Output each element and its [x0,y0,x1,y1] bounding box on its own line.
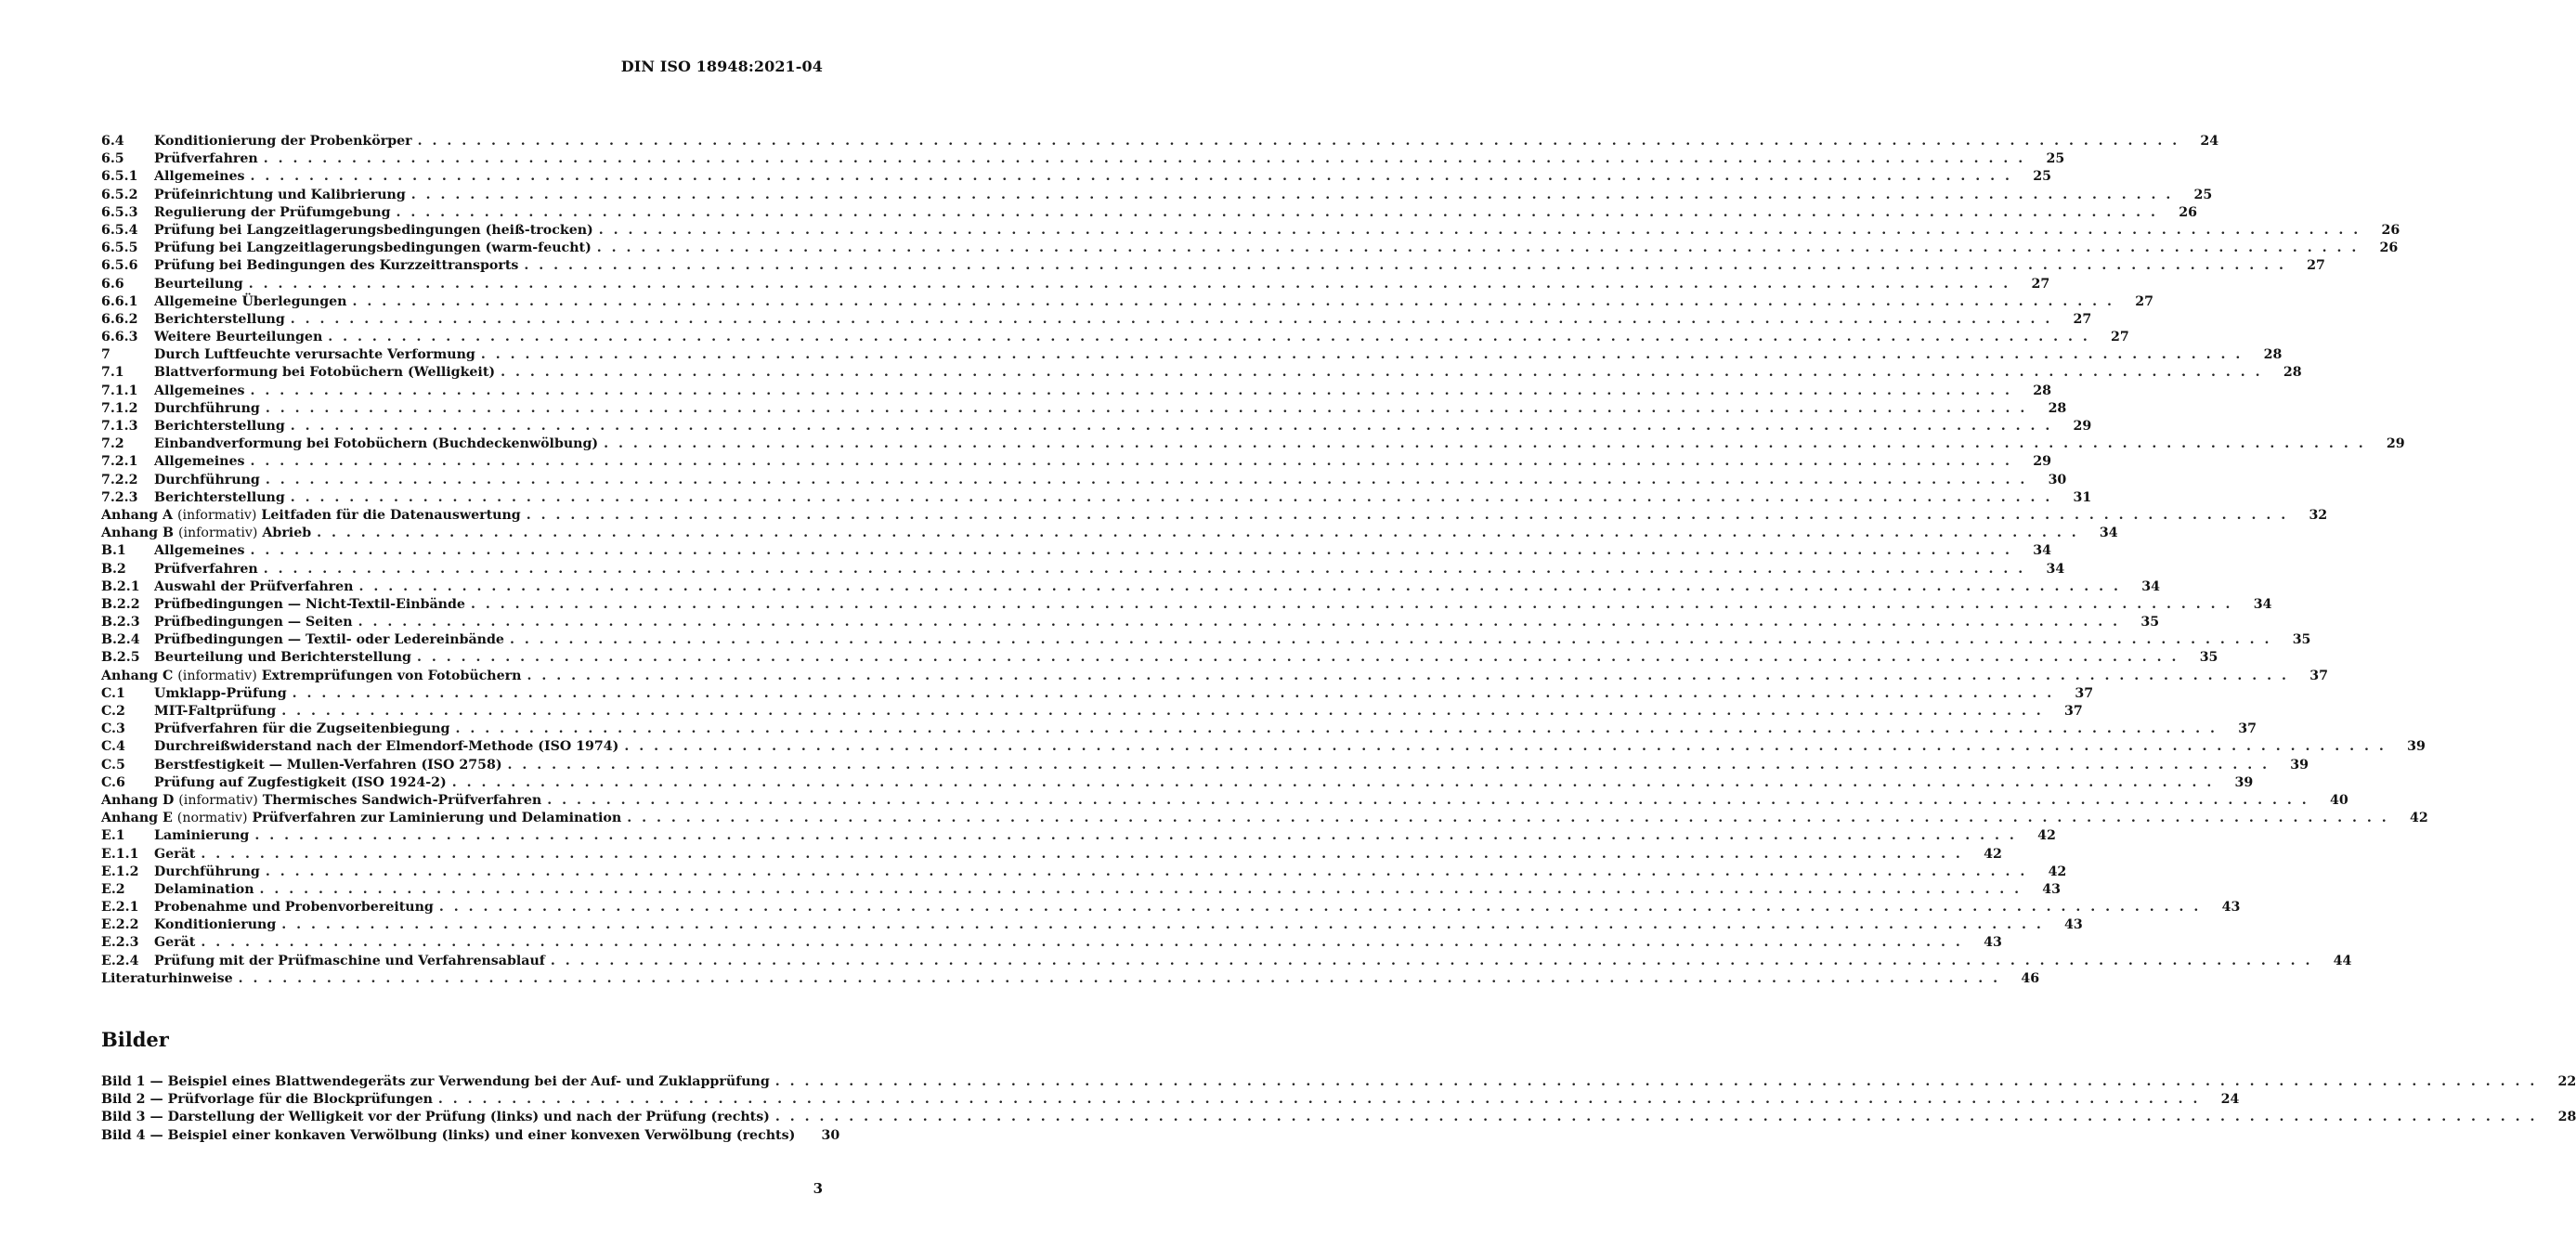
leader-dots: . . . . . . . . . . . . . . . . . . . . . . . . . . . . . . . . . . . . . . . . . . . . . . . . . . . . . . . . . . . . . . . . . . . . . . . . . . . . . . . . . . . . . . . . . . . . . . . . . . . . . . . . . . . . . . . . . . . . . . . . [352,293,2114,309]
toc-annex-d[interactable] [101,792,2348,811]
toc-entry[interactable] [101,935,2002,953]
toc-page: 37 [2075,685,2094,701]
toc-number: C.4 [101,739,125,755]
leader-dots: . . . . . . . . . . . . . . . . . . . . . . . . . . . . . . . . . . . . . . . . . . . . . . . . . . . . . . . . . . . . . . . . . . . . . . . . . . . . . . . . . . . . . . . . . . . . . . . . . . . . . . . . . . . . . . . . . . . . . . . . [438,900,2202,916]
toc-title: Allgemeines [154,543,245,559]
annex-title: Extremprüfungen von Fotobüchern [261,668,522,683]
toc-entry[interactable] [101,365,2302,383]
toc-page: 31 [2073,489,2092,505]
toc-number: C.2 [101,704,125,719]
leader-dots: . . . . . . . . . . . . . . . . . . . . . . . . . . . . . . . . . . . . . . . . . . . . . . . . . . . . . . . . . . . . . . . . . . . . . . . . . . . . . . . . . . . . . . . . . . . . . . . . . . . . . . . . . . . . . . . . . . . . . . . . [627,811,2389,826]
toc-title: Regulierung der Prüfumgebung [154,204,391,220]
toc-title: Prüfverfahren [154,561,258,577]
leader-dots: . . . . . . . . . . . . . . . . . . . . . . . . . . . . . . . . . . . . . . . . . . . . . . . . . . . . . . . . . . . . . . . . . . . . . . . . . . . . . . . . . . . . . . . . . . . . . . . . . . . . . . . . . . . . . . . . . . . . . . . . [480,347,2244,363]
toc-title: Durchführung [154,472,260,487]
toc-page: 34 [2046,561,2065,577]
toc-title: Prüfung mit der Prüfmaschine und Verfahrensablauf [154,953,545,968]
toc-number: B.2.3 [101,615,140,630]
toc-entry[interactable] [101,187,2213,205]
toc-entry[interactable] [101,953,2352,971]
toc-title: Gerät [154,846,196,862]
toc-entry[interactable] [101,757,2309,775]
toc-title: Durchführung [154,864,260,879]
toc-page: 28 [2048,400,2067,416]
toc-page: 30 [2048,472,2067,487]
toc-entry[interactable] [101,864,2067,882]
toc-entry[interactable] [101,650,2218,668]
toc-number: E.2.4 [101,953,139,968]
toc-number: 7 [101,347,111,363]
leader-dots: . . . . . . . . . . . . . . . . . . . . . . . . . . . . . . . . . . . . . . . . . . . . . . . . . . . . . . . . . . . . . . . . . . . . . . . . . . . . . . . . . . . . . . . . . . . . . . . . . . . . . . . . . . . . . . . . . . . . . . . . [624,739,2387,755]
toc-number: 7.1.1 [101,383,138,398]
leader-dots: . . . . . . . . . . . . . . . . . . . . . . . . . . . . . . . . . . . . . . . . . . . . . . . . . . . . . . . . . . . . . . . . . . . . . . . . . . . . . . . . . . . . . . . . . . . . . . . . . . . . . . . . . . . . . . . . . . . . . . . . [265,864,2028,879]
leader-dots: . . . . . . . . . . . . . . . . . . . . . . . . . . . . . . . . . . . . . . . . . . . . . . . . . . . . . . . . . . . . . . . . . . . . . . . . . . . . . . . . . . . . . . . . . . . . . . . . . . . . . . . . . . . . . . . . . . . . . . . . [596,240,2360,256]
toc-page: 29 [2386,436,2405,452]
toc-entry[interactable] [101,347,2283,365]
figures-heading: Bilder [101,1028,169,1051]
leader-dots: . . . . . . . . . . . . . . . . . . . . . . . . . . . . . . . . . . . . . . . . . . . . . . . . . . . . . . . . . . . . . . . . . . . . . . . . . . . . . . . . . . . . . . . . . . . . . . . . . . . . . . . . . . . . . . . . . . . . . . . . [774,1074,2538,1089]
leader-dots: . . . . . . . . . . . . . . . . . . . . . . . . . . . . . . . . . . . . . . . . . . . . . . . . . . . . . . . . . . . . . . . . . . . . . . . . . . . . . . . . . . . . . . . . . . . . . . . . . . . . . . . . . . . . . . . . . . . . . . . . [290,489,2053,505]
toc-title: Delamination [154,881,254,897]
toc-title: Prüfverfahren für die Zugseitenbiegung [154,721,450,737]
toc-page: 40 [2330,792,2348,808]
annex-type: (informativ) [176,507,257,523]
list-of-figures [101,1074,2576,1146]
figure-entry[interactable] [101,1127,840,1146]
toc-number: C.1 [101,685,125,701]
toc-entry[interactable] [101,578,2160,597]
toc-title: Gerät [154,935,196,951]
annex-type: (informativ) [178,792,258,808]
toc-page: 43 [2064,917,2083,933]
toc-title: Umklapp-Prüfung [154,685,287,701]
leader-dots: . . . . . . . . . . . . . . . . . . . . . . . . . . . . . . . . . . . . . . . . . . . . . . . . . . . . . . . . . . . . . . . . . . . . . . . . . . . . . . . . . . . . . . . . . . . . . . . . . . . . . . . . . . . . . . . . . . . . . . . . [281,917,2044,933]
toc-number: 7.2.3 [101,489,138,505]
toc-page: 32 [2309,507,2328,523]
leader-dots: . . . . . . . . . . . . . . . . . . . . . . . . . . . . . . . . . . . . . . . . . . . . . . . . . . . . . . . . . . . . . . . . . . . . . . . . . . . . . . . . . . . . . . . . . . . . . . . . . . . . . . . . . . . . . . . . . . . . . . . . [410,187,2174,202]
leader-dots: . . . . . . . . . . . . . . . . . . . . . . . . . . . . . . . . . . . . . . . . . . . . . . . . . . . . . . . . . . . . . . . . . . . . . . . . . . . . . . . . . . . . . . . . . . . . . . . . . . . . . . . . . . . . . . . . . . . . . . . . [774,1110,2538,1125]
toc-title: Berstfestigkeit — Mullen-Verfahren (ISO 2758) [154,757,502,773]
toc-title: Prüfung bei Langzeitlagerungsbedingungen (heiß-trocken) [154,222,593,238]
toc-page: 46 [2021,970,2040,986]
leader-dots: . . . . . . . . . . . . . . . . . . . . . . . . . . . . . . . . . . . . . . . . . . . . . . . . . . . . . . . . . . . . . . . . . . . . . . . . . . . . . . . . . . . . . . . . . . . . . . . . . . . . . . . . . . . . . . . . . . . . . . . . [328,330,2090,345]
leader-dots: . . . . . . . . . . . . . . . . . . . . . . . . . . . . . . . . . . . . . . . . . . . . . . . . . . . . . . . . . . . . . . . . . . . . . . . . . . . . . . . . . . . . . . . . . . . . . . . . . . . . . . . . . . . . . . . . . . . . . . . . [250,454,2012,470]
toc-number: E.2.3 [101,935,139,951]
toc-title: Beurteilung und Berichterstellung [154,650,411,666]
toc-number: B.2.1 [101,578,140,594]
leader-dots: . . . . . . . . . . . . . . . . . . . . . . . . . . . . . . . . . . . . . . . . . . . . . . . . . . . . . . . . . . . . . . . . . . . . . . . . . . . . . . . . . . . . . . . . . . . . . . . . . . . . . . . . . . . . . . . . . . . . . . . . [259,881,2023,897]
annex-label: Anhang C [101,668,174,683]
leader-dots: . . . . . . . . . . . . . . . . . . . . . . . . . . . . . . . . . . . . . . . . . . . . . . . . . . . . . . . . . . . . . . . . . . . . . . . . . . . . . . . . . . . . . . . . . . . . . . . . . . . . . . . . . . . . . . . . . . . . . . . . [417,134,2180,149]
toc-page: 43 [1984,935,2002,951]
toc-entry[interactable] [101,311,2092,330]
toc-number: 6.5.1 [101,169,138,185]
figure-title: Bild 3 — Darstellung der Welligkeit vor der Prüfung (links) und nach der Prüfung (rechts) [101,1110,770,1125]
leader-dots: . . . . . . . . . . . . . . . . . . . . . . . . . . . . . . . . . . . . . . . . . . . . . . . . . . . . . . . . . . . . . . . . . . . . . . . . . . . . . . . . . . . . . . . . . . . . . . . . . . . . . . . . . . . . . . . . . . . . . . . . [598,222,2361,238]
figure-page: 28 [2557,1110,2576,1125]
toc-entry[interactable] [101,881,2062,900]
toc-entry[interactable] [101,704,2083,721]
leader-dots: . . . . . . . . . . . . . . . . . . . . . . . . . . . . . . . . . . . . . . . . . . . . . . . . . . . . . . . . . . . . . . . . . . . . . . . . . . . . . . . . . . . . . . . . . . . . . . . . . . . . . . . . . . . . . . . . . . . . . . . . [292,685,2055,701]
toc-page: 27 [2135,293,2153,309]
figure-title: Bild 2 — Prüfvorlage für die Blockprüfungen [101,1092,433,1108]
toc-number: 6.6.3 [101,330,138,345]
toc-entry[interactable] [101,330,2129,347]
toc-number: 7.2.2 [101,472,138,487]
toc-title: Blattverformung bei Fotobüchern (Welligkeit) [154,365,496,381]
toc-title: Prüfung bei Bedingungen des Kurzzeittransports [154,258,519,274]
toc-title: Allgemeines [154,454,245,470]
toc-page: 35 [2140,615,2160,630]
toc-title: Einbandverformung bei Fotobüchern (Buchdeckenwölbung) [154,436,599,452]
table-of-contents [101,134,2428,989]
leader-dots: . . . . . . . . . . . . . . . . . . . . . . . . . . . . . . . . . . . . . . . . . . . . . . . . . . . . . . . . . . . . . . . . . . . . . . . . . . . . . . . . . . . . . . . . . . . . . . . . . . . . . . . . . . . . . . . . . . . . . . . . [254,828,2017,844]
toc-title: Konditionierung [154,917,277,933]
toc-entry[interactable] [101,240,2399,258]
toc-entry[interactable] [101,685,2094,704]
toc-page: 42 [2048,864,2067,879]
toc-entry[interactable] [101,632,2311,650]
toc-page: 27 [2307,258,2325,274]
toc-annex-c[interactable] [101,668,2328,686]
toc-title: Durchführung [154,400,260,416]
toc-title: Berichterstellung [154,489,285,505]
toc-page: 37 [2309,668,2328,683]
toc-entry[interactable] [101,419,2092,436]
toc-annex-e[interactable] [101,811,2428,828]
toc-title: Berichterstellung [154,419,285,434]
toc-page: 28 [2263,347,2283,363]
toc-number: 7.1 [101,365,124,381]
toc-page: 27 [2073,311,2092,327]
annex-title: Thermisches Sandwich-Prüfverfahren [262,792,542,808]
toc-number: 6.5 [101,151,124,167]
leader-dots: . . . . . . . . . . . . . . . . . . . . . . . . . . . . . . . . . . . . . . . . . . . . . . . . . . . . . . . . . . . . . . . . . . . . . . . . . . . . . . . . . . . . . . . . . . . . . . . . . . . . . . . . . . . . . . . . . . . . . . . . [604,436,2366,452]
toc-entry[interactable] [101,489,2092,508]
figure-title: Bild 1 — Beispiel eines Blattwendegeräts zur Verwendung bei der Auf- und Zuklapprüfung [101,1074,770,1089]
toc-title: MIT-Faltprüfung [154,704,277,719]
toc-number: 7.1.3 [101,419,138,434]
toc-entry[interactable] [101,774,2254,793]
toc-page: 28 [2283,365,2302,381]
figure-page: 30 [821,1127,840,1143]
toc-number: E.1 [101,828,125,844]
toc-title: Auswahl der Prüfverfahren [154,578,354,594]
toc-page: 37 [2063,704,2083,719]
toc-title: Prüfung auf Zugfestigkeit (ISO 1924-2) [154,774,447,790]
leader-dots: . . . . . . . . . . . . . . . . . . . . . . . . . . . . . . . . . . . . . . . . . . . . . . . . . . . . . . . . . . . . . . . . . . . . . . . . . . . . . . . . . . . . . . . . . . . . . . . . . . . . . . . . . . . . . . . . . . . . . . . . [281,704,2044,719]
toc-page: 39 [2290,757,2309,773]
leader-dots: . . . . . . . . . . . . . . . . . . . . . . . . . . . . . . . . . . . . . . . . . . . . . . . . . . . . . . . . . . . . . . . . . . . . . . . . . . . . . . . . . . . . . . . . . . . . . . . . . . . . . . . . . . . . . . . . . . . . . . . . [201,846,1963,862]
toc-page: 42 [1984,846,2002,862]
leader-dots: . . . . . . . . . . . . . . . . . . . . . . . . . . . . . . . . . . . . . . . . . . . . . . . . . . . . . . . . . . . . . . . . . . . . . . . . . . . . . . . . . . . . . . . . . . . . . . . . . . . . . . . . . . . . . . . . . . . . . . . . [265,400,2028,416]
toc-page: 39 [2407,739,2426,755]
leader-dots: . . . . . . . . . . . . . . . . . . . . . . . . . . . . . . . . . . . . . . . . . . . . . . . . . . . . . . . . . . . . . . . . . . . . . . . . . . . . . . . . . . . . . . . . . . . . . . . . . . . . . . . . . . . . . . . . . . . . . . . . [250,383,2012,398]
leader-dots: . . . . . . . . . . . . . . . . . . . . . . . . . . . . . . . . . . . . . . . . . . . . . . . . . . . . . . . . . . . . . . . . . . . . . . . . . . . . . . . . . . . . . . . . . . . . . . . . . . . . . . . . . . . . . . . . . . . . . . . . [509,632,2272,648]
toc-entry[interactable] [101,900,2241,917]
toc-number: 7.2 [101,436,124,452]
toc-entry[interactable] [101,400,2067,419]
toc-page: 34 [2033,543,2051,559]
toc-number: B.2.2 [101,596,140,612]
toc-entry[interactable] [101,258,2325,276]
toc-entry[interactable] [101,293,2153,312]
toc-page: 44 [2333,953,2352,968]
toc-entry[interactable] [101,222,2400,240]
toc-number: 6.6.2 [101,311,138,327]
toc-entry[interactable] [101,204,2197,223]
toc-page: 43 [2042,881,2062,897]
toc-title: Berichterstellung [154,311,285,327]
toc-entry[interactable] [101,561,2065,579]
annex-label: Anhang A [101,507,174,523]
page-number: 3 [813,1180,823,1197]
toc-page: 27 [2031,276,2050,292]
leader-dots: . . . . . . . . . . . . . . . . . . . . . . . . . . . . . . . . . . . . . . . . . . . . . . . . . . . . . . . . . . . . . . . . . . . . . . . . . . . . . . . . . . . . . . . . . . . . . . . . . . . . . . . . . . . . . . . . . . . . . . . . [470,596,2233,612]
toc-number: C.5 [101,757,125,773]
annex-type: (informativ) [177,526,258,541]
toc-number: E.2 [101,881,125,897]
annex-title: Leitfaden für die Datenauswertung [261,507,521,523]
toc-page: 29 [2033,454,2051,470]
toc-entry[interactable] [101,917,2083,935]
toc-number: E.2.2 [101,917,139,933]
toc-number: E.1.1 [101,846,139,862]
toc-entry[interactable] [101,383,2051,401]
toc-number: B.2 [101,561,126,577]
toc-entry[interactable] [101,276,2050,294]
toc-title: Prüfbedingungen — Textil- oder Ledereinbände [154,632,504,648]
annex-title: Abrieb [262,526,312,541]
leader-dots: . . . . . . . . . . . . . . . . . . . . . . . . . . . . . . . . . . . . . . . . . . . . . . . . . . . . . . . . . . . . . . . . . . . . . . . . . . . . . . . . . . . . . . . . . . . . . . . . . . . . . . . . . . . . . . . . . . . . . . . . [526,507,2289,523]
toc-number: 6.6 [101,276,124,292]
leader-dots: . . . . . . . . . . . . . . . . . . . . . . . . . . . . . . . . . . . . . . . . . . . . . . . . . . . . . . . . . . . . . . . . . . . . . . . . . . . . . . . . . . . . . . . . . . . . . . . . . . . . . . . . . . . . . . . . . . . . . . . . [290,419,2053,434]
toc-number: B.2.4 [101,632,140,648]
leader-dots: . . . . . . . . . . . . . . . . . . . . . . . . . . . . . . . . . . . . . . . . . . . . . . . . . . . . . . . . . . . . . . . . . . . . . . . . . . . . . . . . . . . . . . . . . . . . . . . . . . . . . . . . . . . . . . . . . . . . . . . . [437,1092,2201,1108]
toc-title: Durch Luftfeuchte verursachte Verformung [154,347,475,363]
figure-entry[interactable] [101,1074,2576,1092]
toc-entry[interactable] [101,472,2067,490]
leader-dots: . . . . . . . . . . . . . . . . . . . . . . . . . . . . . . . . . . . . . . . . . . . . . . . . . . . . . . . . . . . . . . . . . . . . . . . . . . . . . . . . . . . . . . . . . . . . . . . . . . . . . . . . . . . . . . . . . . . . . . . . [416,650,2179,666]
leader-dots: . . . . . . . . . . . . . . . . . . . . . . . . . . . . . . . . . . . . . . . . . . . . . . . . . . . . . . . . . . . . . . . . . . . . . . . . . . . . . . . . . . . . . . . . . . . . . . . . . . . . . . . . . . . . . . . . . . . . . . . . [250,543,2012,559]
toc-number: 6.5.2 [101,187,138,202]
toc-page: 42 [2037,828,2056,844]
leader-dots: . . . . . . . . . . . . . . . . . . . . . . . . . . . . . . . . . . . . . . . . . . . . . . . . . . . . . . . . . . . . . . . . . . . . . . . . . . . . . . . . . . . . . . . . . . . . . . . . . . . . . . . . . . . . . . . . . . . . . . . . [501,365,2263,381]
toc-entry[interactable] [101,828,2056,846]
toc-entry[interactable] [101,739,2426,757]
leader-dots: . . . . . . . . . . . . . . . . . . . . . . . . . . . . . . . . . . . . . . . . . . . . . . . . . . . . . . . . . . . . . . . . . . . . . . . . . . . . . . . . . . . . . . . . . . . . . . . . . . . . . . . . . . . . . . . . . . . . . . . . [201,935,1963,951]
toc-number: B.1 [101,543,126,559]
leader-dots: . . . . . . . . . . . . . . . . . . . . . . . . . . . . . . . . . . . . . . . . . . . . . . . . . . . . . . . . . . . . . . . . . . . . . . . . . . . . . . . . . . . . . . . . . . . . . . . . . . . . . . . . . . . . . . . . . . . . . . . . [550,953,2313,968]
annex-title: Prüfverfahren zur Laminierung und Delamination [252,811,622,826]
toc-number: 7.2.1 [101,454,138,470]
toc-title: Allgemeines [154,169,245,185]
toc-title: Allgemeine Überlegungen [154,293,347,309]
toc-title: Weitere Beurteilungen [154,330,323,345]
toc-entry[interactable] [101,436,2405,454]
toc-page: 39 [2234,774,2254,790]
toc-page: 26 [2381,222,2400,238]
toc-page: 25 [2033,169,2051,185]
toc-entry[interactable] [101,169,2051,187]
toc-page: 35 [2199,650,2218,666]
toc-page: 29 [2073,419,2092,434]
toc-entry[interactable] [101,721,2257,739]
annex-label: Anhang B [101,526,174,541]
toc-number: 6.5.3 [101,204,138,220]
leader-dots: . . . . . . . . . . . . . . . . . . . . . . . . . . . . . . . . . . . . . . . . . . . . . . . . . . . . . . . . . . . . . . . . . . . . . . . . . . . . . . . . . . . . . . . . . . . . . . . . . . . . . . . . . . . . . . . . . . . . . . . . [396,204,2158,220]
toc-page: 37 [2238,721,2257,737]
toc-annex-b[interactable] [101,526,2118,543]
annex-label: Anhang D [101,792,175,808]
toc-page: 25 [2193,187,2213,202]
leader-dots: . . . . . . . . . . . . . . . . . . . . . . . . . . . . . . . . . . . . . . . . . . . . . . . . . . . . . . . . . . . . . . . . . . . . . . . . . . . . . . . . . . . . . . . . . . . . . . . . . . . . . . . . . . . . . . . . . . . . . . . . [290,311,2053,327]
toc-number: 6.5.4 [101,222,138,238]
toc-number: C.6 [101,774,125,790]
toc-title: Probenahme und Probenvorbereitung [154,900,434,916]
figure-page: 22 [2557,1074,2576,1089]
leader-dots: . . . . . . . . . . . . . . . . . . . . . . . . . . . . . . . . . . . . . . . . . . . . . . . . . . . . . . . . . . . . . . . . . . . . . . . . . . . . . . . . . . . . . . . . . . . . . . . . . . . . . . . . . . . . . . . . . . . . . . . . [265,472,2028,487]
leader-dots: . . . . . . . . . . . . . . . . . . . . . . . . . . . . . . . . . . . . . . . . . . . . . . . . . . . . . . . . . . . . . . . . . . . . . . . . . . . . . . . . . . . . . . . . . . . . . . . . . . . . . . . . . . . . . . . . . . . . . . . . [248,276,2011,292]
figure-entry[interactable] [101,1092,2240,1110]
annex-type: (normativ) [176,811,248,826]
toc-literatur[interactable] [101,970,2040,989]
toc-title: Beurteilung [154,276,243,292]
toc-title: Allgemeines [154,383,245,398]
toc-page: 27 [2111,330,2129,345]
toc-page: 24 [2200,134,2219,149]
toc-title: Laminierung [154,828,250,844]
toc-number: B.2.5 [101,650,140,666]
toc-entry[interactable] [101,543,2051,561]
leader-dots: . . . . . . . . . . . . . . . . . . . . . . . . . . . . . . . . . . . . . . . . . . . . . . . . . . . . . . . . . . . . . . . . . . . . . . . . . . . . . . . . . . . . . . . . . . . . . . . . . . . . . . . . . . . . . . . . . . . . . . . . [527,668,2289,683]
toc-page: 34 [2141,578,2160,594]
toc-number: 6.6.1 [101,293,138,309]
leader-dots: . . . . . . . . . . . . . . . . . . . . . . . . . . . . . . . . . . . . . . . . . . . . . . . . . . . . . . . . . . . . . . . . . . . . . . . . . . . . . . . . . . . . . . . . . . . . . . . . . . . . . . . . . . . . . . . . . . . . . . . . [263,151,2026,167]
toc-title: Prüfverfahren [154,151,258,167]
toc-title: Konditionierung der Probenkörper [154,134,412,149]
toc-page: 28 [2033,383,2051,398]
toc-page: 34 [2253,596,2272,612]
figure-page: 24 [2220,1092,2240,1108]
toc-number: 7.1.2 [101,400,138,416]
toc-page: 25 [2046,151,2065,167]
toc-number: C.3 [101,721,125,737]
leader-dots: . . . . . . . . . . . . . . . . . . . . . . . . . . . . . . . . . . . . . . . . . . . . . . . . . . . . . . . . . . . . . . . . . . . . . . . . . . . . . . . . . . . . . . . . . . . . . . . . . . . . . . . . . . . . . . . . . . . . . . . . [451,774,2215,790]
leader-dots: . . . . . . . . . . . . . . . . . . . . . . . . . . . . . . . . . . . . . . . . . . . . . . . . . . . . . . . . . . . . . . . . . . . . . . . . . . . . . . . . . . . . . . . . . . . . . . . . . . . . . . . . . . . . . . . . . . . . . . . . [358,615,2121,630]
figure-entry[interactable] [101,1110,2576,1127]
toc-number: 6.4 [101,134,124,149]
document-id: DIN ISO 18948:2021-04 [620,58,823,75]
leader-dots: . . . . . . . . . . . . . . . . . . . . . . . . . . . . . . . . . . . . . . . . . . . . . . . . . . . . . . . . . . . . . . . . . . . . . . . . . . . . . . . . . . . . . . . . . . . . . . . . . . . . . . . . . . . . . . . . . . . . . . . . [250,169,2012,185]
toc-page: 34 [2099,526,2118,541]
toc-entry[interactable] [101,846,2002,864]
annex-label: Anhang E [101,811,173,826]
toc-title: Prüfeinrichtung und Kalibrierung [154,187,406,202]
toc-title: Literaturhinweise [101,970,233,986]
toc-title: Prüfung bei Langzeitlagerungsbedingungen (warm-feucht) [154,240,592,256]
toc-entry[interactable] [101,151,2065,169]
toc-number: 6.5.6 [101,258,138,274]
toc-number: E.2.1 [101,900,139,916]
leader-dots: . . . . . . . . . . . . . . . . . . . . . . . . . . . . . . . . . . . . . . . . . . . . . . . . . . . . . . . . . . . . . . . . . . . . . . . . . . . . . . . . . . . . . . . . . . . . . . . . . . . . . . . . . . . . . . . . . . . . . . . . [263,561,2026,577]
toc-title: Prüfbedingungen — Seiten [154,615,353,630]
leader-dots: . . . . . . . . . . . . . . . . . . . . . . . . . . . . . . . . . . . . . . . . . . . . . . . . . . . . . . . . . . . . . . . . . . . . . . . . . . . . . . . . . . . . . . . . . . . . . . . . . . . . . . . . . . . . . . . . . . . . . . . . [317,526,2079,541]
toc-page: 26 [2379,240,2399,256]
toc-number: 6.5.5 [101,240,138,256]
toc-entry[interactable] [101,454,2051,472]
toc-page: 35 [2292,632,2311,648]
toc-page: 26 [2179,204,2197,220]
toc-annex-a[interactable] [101,507,2328,526]
annex-type: (informativ) [177,668,257,683]
toc-entry[interactable] [101,596,2272,615]
leader-dots: . . . . . . . . . . . . . . . . . . . . . . . . . . . . . . . . . . . . . . . . . . . . . . . . . . . . . . . . . . . . . . . . . . . . . . . . . . . . . . . . . . . . . . . . . . . . . . . . . . . . . . . . . . . . . . . . . . . . . . . . [358,578,2121,594]
toc-page: 42 [2409,811,2428,826]
figure-title: Bild 4 — Beispiel einer konkaven Verwölbung (links) und einer konvexen Verwölbung (rechts) [101,1127,796,1143]
toc-entry[interactable] [101,615,2160,632]
leader-dots: . . . . . . . . . . . . . . . . . . . . . . . . . . . . . . . . . . . . . . . . . . . . . . . . . . . . . . . . . . . . . . . . . . . . . . . . . . . . . . . . . . . . . . . . . . . . . . . . . . . . . . . . . . . . . . . . . . . . . . . . [507,757,2270,773]
leader-dots: . . . . . . . . . . . . . . . . . . . . . . . . . . . . . . . . . . . . . . . . . . . . . . . . . . . . . . . . . . . . . . . . . . . . . . . . . . . . . . . . . . . . . . . . . . . . . . . . . . . . . . . . . . . . . . . . . . . . . . . . [455,721,2218,737]
toc-number: E.1.2 [101,864,139,879]
leader-dots: . . . . . . . . . . . . . . . . . . . . . . . . . . . . . . . . . . . . . . . . . . . . . . . . . . . . . . . . . . . . . . . . . . . . . . . . . . . . . . . . . . . . . . . . . . . . . . . . . . . . . . . . . . . . . . . . . . . . . . . . [238,970,2001,986]
toc-title: Prüfbedingungen — Nicht-Textil-Einbände [154,596,465,612]
leader-dots: . . . . . . . . . . . . . . . . . . . . . . . . . . . . . . . . . . . . . . . . . . . . . . . . . . . . . . . . . . . . . . . . . . . . . . . . . . . . . . . . . . . . . . . . . . . . . . . . . . . . . . . . . . . . . . . . . . . . . . . . [524,258,2286,274]
toc-page: 43 [2221,900,2241,916]
toc-entry[interactable] [101,134,2219,151]
leader-dots: . . . . . . . . . . . . . . . . . . . . . . . . . . . . . . . . . . . . . . . . . . . . . . . . . . . . . . . . . . . . . . . . . . . . . . . . . . . . . . . . . . . . . . . . . . . . . . . . . . . . . . . . . . . . . . . . . . . . . . . . [547,792,2309,808]
toc-title: Durchreißwiderstand nach der Elmendorf-Methode (ISO 1974) [154,739,619,755]
